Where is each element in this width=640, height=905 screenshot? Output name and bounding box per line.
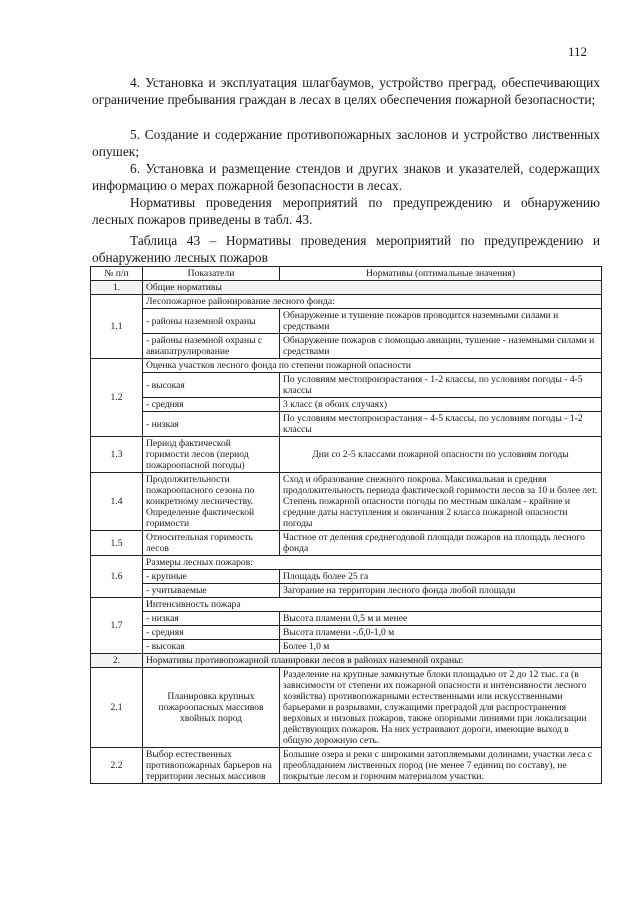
table-row <box>91 359 602 373</box>
row-label: Период фактической горимости лесов (период пожароопасной погоды) <box>143 437 280 473</box>
row-label: - районы наземной охраны с авиапатрулирование <box>143 334 280 359</box>
row-number: 1.2 <box>91 359 143 437</box>
row-value: По условиям местопроизрастания - 4-5 классы, по условиям погоды - 1-2 классы <box>280 412 602 437</box>
table-row <box>91 640 602 654</box>
row-label: Относительная горимость лесов <box>143 531 280 556</box>
norms-table <box>90 266 602 784</box>
table-row <box>91 398 602 412</box>
row-number: 1.7 <box>91 598 143 654</box>
paragraph-norms-reference: Нормативы проведения мероприятий по предупреждению и обнаружению лесных пожаров приведены в табл. 43. <box>92 195 600 228</box>
section-number: 1. <box>91 281 143 295</box>
table-row <box>91 556 602 570</box>
row-label: - высокая <box>143 640 280 654</box>
row-label: Выбор естественных противопожарных барьеров на территории лесных массивов <box>143 748 280 784</box>
table-row <box>91 748 602 784</box>
table-header-row <box>91 267 602 281</box>
row-number: 2.1 <box>91 668 143 748</box>
row-group-title: Размеры лесных пожаров: <box>143 556 602 570</box>
row-value: Обнаружение и тушение пожаров проводится наземными силами и средствами <box>280 309 602 334</box>
row-value: Более 1,0 м <box>280 640 602 654</box>
section-title: Нормативы противопожарной планировки лесов в районах наземной охраны: <box>143 654 602 668</box>
row-number: 1.5 <box>91 531 143 556</box>
row-group-title: Лесопожарное районирование лесного фонда: <box>143 295 602 309</box>
row-label: - учитываемые <box>143 584 280 598</box>
section-title: Общие нормативы <box>143 281 602 295</box>
row-value: Высота пламени 0,5 м и менее <box>280 612 602 626</box>
table-row <box>91 412 602 437</box>
paragraph-item-4: 4. Установка и эксплуатация шлагбаумов, устройство преград, обеспечивающих ограничение пребывания граждан в лесах в целях обеспечения пожарной безопасности; <box>92 75 600 108</box>
row-label: - высокая <box>143 373 280 398</box>
table-row <box>91 437 602 473</box>
row-number: 2.2 <box>91 748 143 784</box>
row-label: - крупные <box>143 570 280 584</box>
row-group-title: Оценка участков лесного фонда по степени пожарной опасности <box>143 359 602 373</box>
table-row <box>91 473 602 531</box>
table-row <box>91 626 602 640</box>
header-norms: Нормативы (оптимальные значения) <box>280 267 602 281</box>
table-row <box>91 668 602 748</box>
row-label: - низкая <box>143 612 280 626</box>
section-row-general <box>91 281 602 295</box>
section-number: 2. <box>91 654 143 668</box>
row-value: Высота пламени -.б,0-1,0 м <box>280 626 602 640</box>
section-row-planning <box>91 654 602 668</box>
row-label: - районы наземной охраны <box>143 309 280 334</box>
row-number: 1.6 <box>91 556 143 598</box>
paragraph-item-6: 6. Установка и размещение стендов и других знаков и указателей, содержащих информацию о мерах пожарной безопасности в лесах. <box>92 161 600 194</box>
header-indicator: Показатели <box>143 267 280 281</box>
row-group-title: Интенсивность пожара <box>143 598 602 612</box>
row-value: Частное от деления среднегодовой площади пожаров на площадь лесного фонда <box>280 531 602 556</box>
row-value: Дни со 2-5 классами пожарной опасности по условиям погоды <box>280 437 602 473</box>
table-row <box>91 570 602 584</box>
row-value: Площадь более 25 га <box>280 570 602 584</box>
table-row <box>91 334 602 359</box>
table-row <box>91 598 602 612</box>
row-label: - средняя <box>143 398 280 412</box>
row-value: Сход и образование снежного покрова. Максимальная и средняя продолжительность периода фактической горимости лесов за 10 и более лет. Степень пожарной опасности погоды по местным шкалам - крайние и средние даты наступления и окончания 2 класса пожарной опасности погоды <box>280 473 602 531</box>
table-caption: Таблица 43 – Нормативы проведения мероприятий по предупреждению и обнаружению лесных пожаров <box>92 233 600 266</box>
row-value: Большие озера и реки с широкими затопляемыми долинами, участки леса с преобладанием лиственных пород (не менее 7 единиц по составу), не покрытые лесом и горючим материалом участки. <box>280 748 602 784</box>
table-row <box>91 373 602 398</box>
row-value: Разделение на крупные замкнутые блоки площадью от 2 до 12 тыс. га (в зависимости от степени их пожарной опасности и интенсивности лесного хозяйства) противопожарными естественными или искусственными барьерами и разрывами, служащими преградой для распространения верховых и низовых пожаров, также опорными линиями при локализации действующих пожаров. На них устраивают дороги, имеющие выход в общую дорожную сеть. <box>280 668 602 748</box>
table-row <box>91 309 602 334</box>
table-row <box>91 295 602 309</box>
page-number: 112 <box>568 44 588 59</box>
row-value: Обнаружение пожаров с помощью авиации, тушение - наземными силами и средствами <box>280 334 602 359</box>
row-value: 3 класс (в обоих случаях) <box>280 398 602 412</box>
row-value: По условиям местопроизрастания - 1-2 классы, по условиям погоды - 4-5 классы <box>280 373 602 398</box>
table-row <box>91 584 602 598</box>
row-label: - средняя <box>143 626 280 640</box>
row-label: Продолжительности пожароопасного сезона по конкретному лесничеству. Определение фактической горимости <box>143 473 280 531</box>
row-number: 1.3 <box>91 437 143 473</box>
table-row <box>91 612 602 626</box>
row-number: 1.4 <box>91 473 143 531</box>
row-label: - низкая <box>143 412 280 437</box>
row-value: Загорание на территории лесного фонда любой площади <box>280 584 602 598</box>
table-row <box>91 531 602 556</box>
row-number: 1.1 <box>91 295 143 359</box>
row-label: Планировка крупных пожароопасных массивов хвойных пород <box>143 668 280 748</box>
paragraph-item-5: 5. Создание и содержание противопожарных заслонов и устройство лиственных опушек; <box>92 127 600 160</box>
header-number: № п/п <box>91 267 143 281</box>
